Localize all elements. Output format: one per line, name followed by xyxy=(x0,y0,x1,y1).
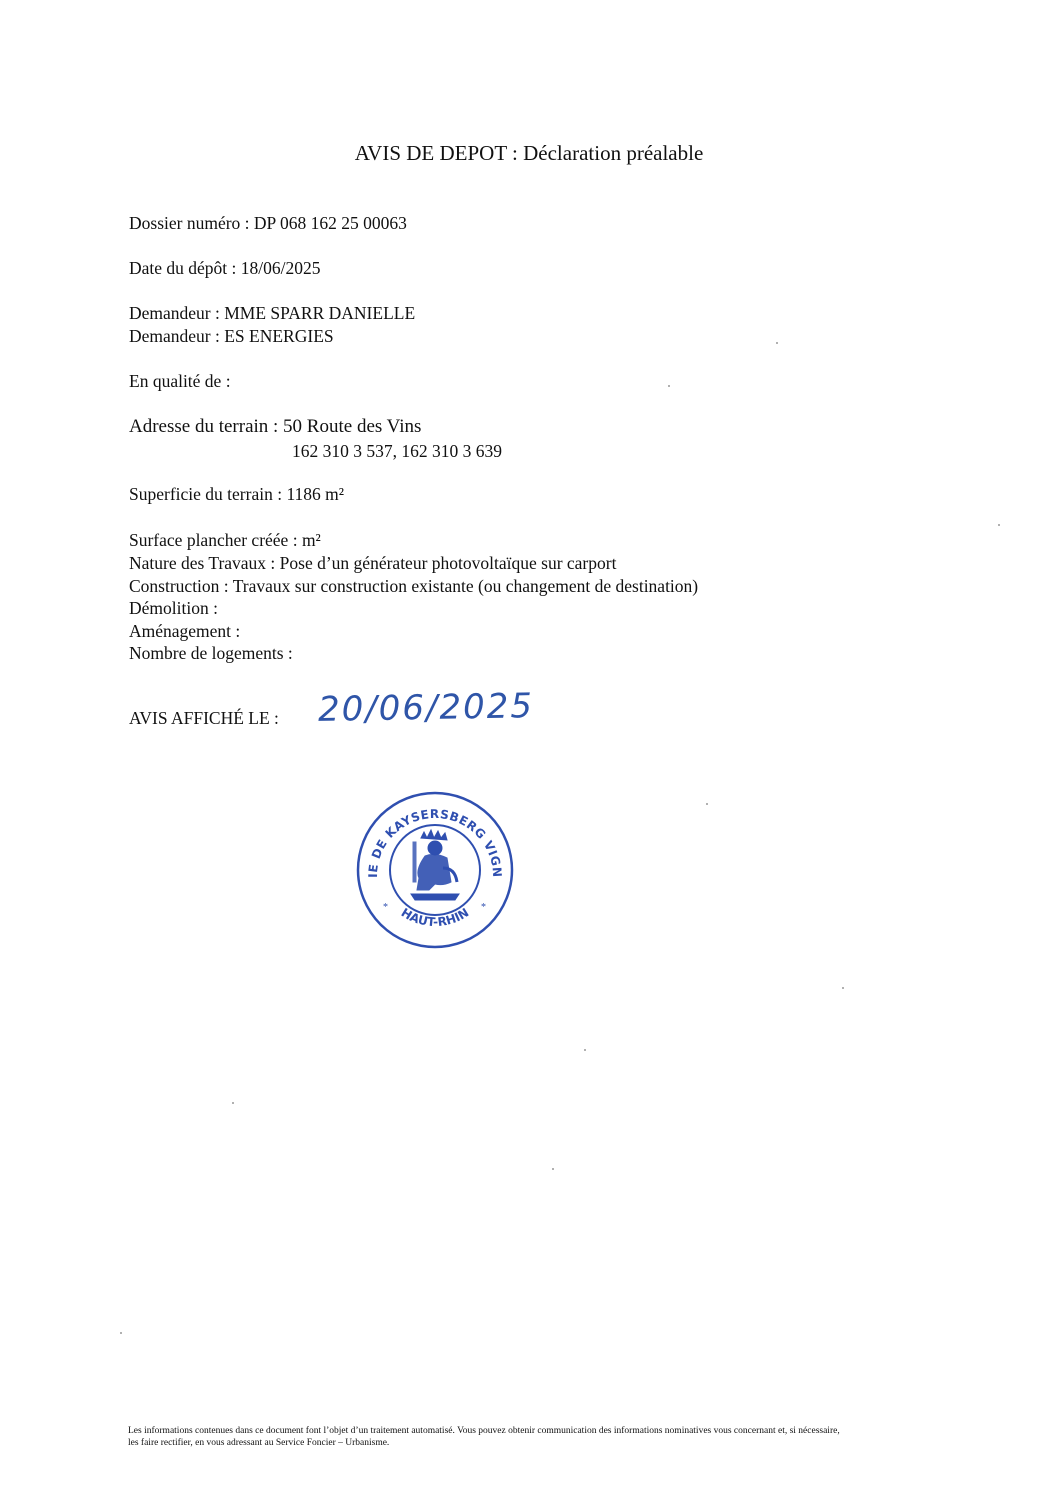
applicant-1: Demandeur : MME SPARR DANIELLE xyxy=(129,303,416,323)
town-hall-stamp xyxy=(355,790,515,950)
svg-text:HAUT-RHIN xyxy=(399,905,472,929)
floor-area: Surface plancher créée : m² xyxy=(129,530,321,550)
footer-line-1: Les informations contenues dans ce document font l’objet d’un traitement automatisé. Vous pouvez obtenir communication des informations nominatives vous concernant et, si nécessaire, xyxy=(128,1426,840,1436)
svg-text:*: * xyxy=(383,902,388,913)
applicant-2: Demandeur : ES ENERGIES xyxy=(129,326,334,346)
parcel-numbers: 162 310 3 537, 162 310 3 639 xyxy=(292,441,502,461)
footer-line-2: les faire rectifier, en vous adressant au Service Foncier – Urbanisme. xyxy=(128,1438,390,1448)
page-title: AVIS DE DEPOT : Déclaration préalable xyxy=(354,141,704,165)
land-area: Superficie du terrain : 1186 m² xyxy=(129,484,345,504)
deposit-date: Date du dépôt : 18/06/2025 xyxy=(129,258,321,278)
legal-footer xyxy=(128,1425,840,1449)
demolition: Démolition : xyxy=(129,598,218,618)
stamp-text-bottom: HAUT-RHIN xyxy=(398,905,472,930)
stamp-text-top: IE DE KAYSERSBERG VIGN xyxy=(365,806,505,878)
marianne-emblem-icon xyxy=(411,830,459,900)
land-address: Adresse du terrain : 50 Route des Vins xyxy=(129,416,422,437)
svg-text:*: * xyxy=(481,902,486,913)
works-nature: Nature des Travaux : Pose d’un générateur photovoltaïque sur carport xyxy=(129,553,617,573)
capacity: En qualité de : xyxy=(129,371,231,391)
posted-date-handwritten: 20/06/2025 xyxy=(317,686,535,730)
construction: Construction : Travaux sur construction existante (ou changement de destination) xyxy=(129,576,699,596)
dossier-number: Dossier numéro : DP 068 162 25 00063 xyxy=(129,213,407,233)
posted-label: AVIS AFFICHÉ LE : xyxy=(129,708,279,728)
development: Aménagement : xyxy=(129,621,241,641)
housing-count: Nombre de logements : xyxy=(129,643,293,663)
